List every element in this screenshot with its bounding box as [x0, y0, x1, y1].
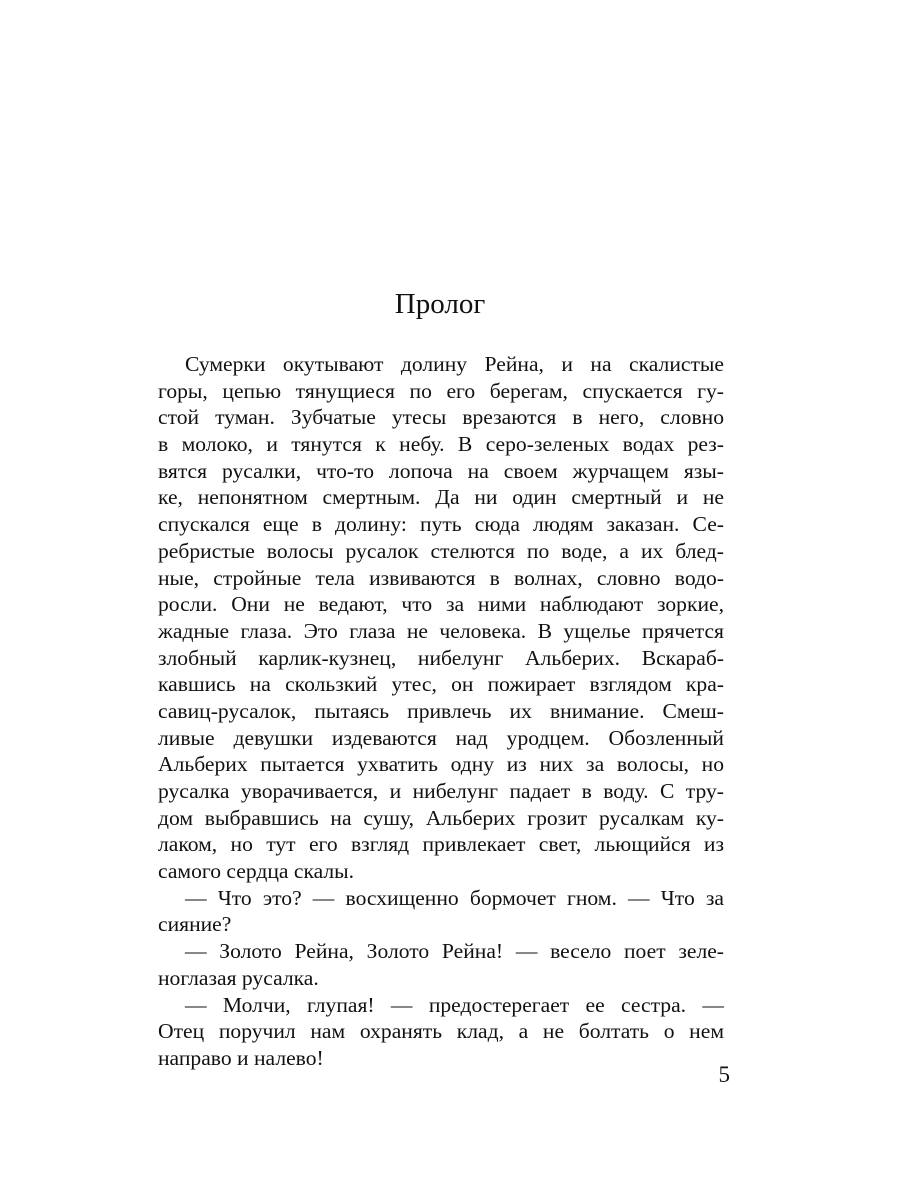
text-line: вятся русалки, что-то лопоча на своем журчащем язы-: [158, 458, 724, 483]
dialogue-line: направо и налево!: [158, 1045, 324, 1070]
text-line: лаком, но тут его взгляд привлекает свет, льющийся из: [158, 832, 724, 857]
text-line: Альберих пытается ухватить одну из них за волосы, но: [158, 752, 724, 777]
dialogue-line: — Молчи, глупая! — предостерегает ее сестра. —: [185, 992, 724, 1017]
text-line: ливые девушки издеваются над уродцем. Обозленный: [158, 725, 724, 750]
text-line: русалка уворачивается, и нибелунг падает в воду. С тру-: [158, 779, 724, 803]
text-line: росли. Они не ведают, что за ними наблюдают зоркие,: [158, 592, 724, 617]
text-line: Сумерки окутывают долину Рейна, и на скалистые: [185, 352, 724, 376]
dialogue-line: сияние?: [158, 912, 232, 937]
text-line: жадные глаза. Это глаза не человека. В ущелье прячется: [158, 618, 724, 643]
dialogue-line: — Золото Рейна, Золото Рейна! — весело поет зеле-: [185, 939, 724, 964]
page-number: 5: [718, 1062, 730, 1087]
text-line: савиц-русалок, пытаясь привлечь их внимание. Смеш-: [158, 698, 724, 723]
text-line: спускался еще в долину: путь сюда людям заказан. Се-: [158, 512, 724, 537]
text-line: ные, стройные тела извиваются в волнах, словно водо-: [158, 565, 724, 590]
text-line: ке, непонятном смертным. Да ни один смертный и не: [158, 485, 724, 510]
prologue-text: [158, 351, 724, 1072]
dialogue-line: — Что это? — восхищенно бормочет гном. — Что за: [185, 885, 724, 910]
text-line: ребристые волосы русалок стелются по воде, а их блед-: [158, 538, 724, 563]
text-line: самого сердца скалы.: [158, 859, 355, 884]
text-line: горы, цепью тянущиеся по его берегам, спускается гу-: [158, 378, 724, 403]
dialogue-line: Отец поручил нам охранять клад, а не болтать о нем: [158, 1019, 724, 1044]
text-line: дом выбравшись на сушу, Альберих грозит русалкам ку-: [158, 805, 724, 830]
page-title: Пролог: [394, 288, 486, 320]
text-line: в молоко, и тянутся к небу. В серо-зеленых водах рез-: [158, 432, 724, 457]
text-line: стой туман. Зубчатые утесы врезаются в него, словно: [158, 405, 724, 430]
dialogue-line: ноглазая русалка.: [158, 965, 319, 990]
text-line: злобный карлик-кузнец, нибелунг Альберих. Вскараб-: [158, 645, 724, 670]
text-line: кавшись на скользкий утес, он пожирает взглядом кра-: [158, 672, 724, 697]
